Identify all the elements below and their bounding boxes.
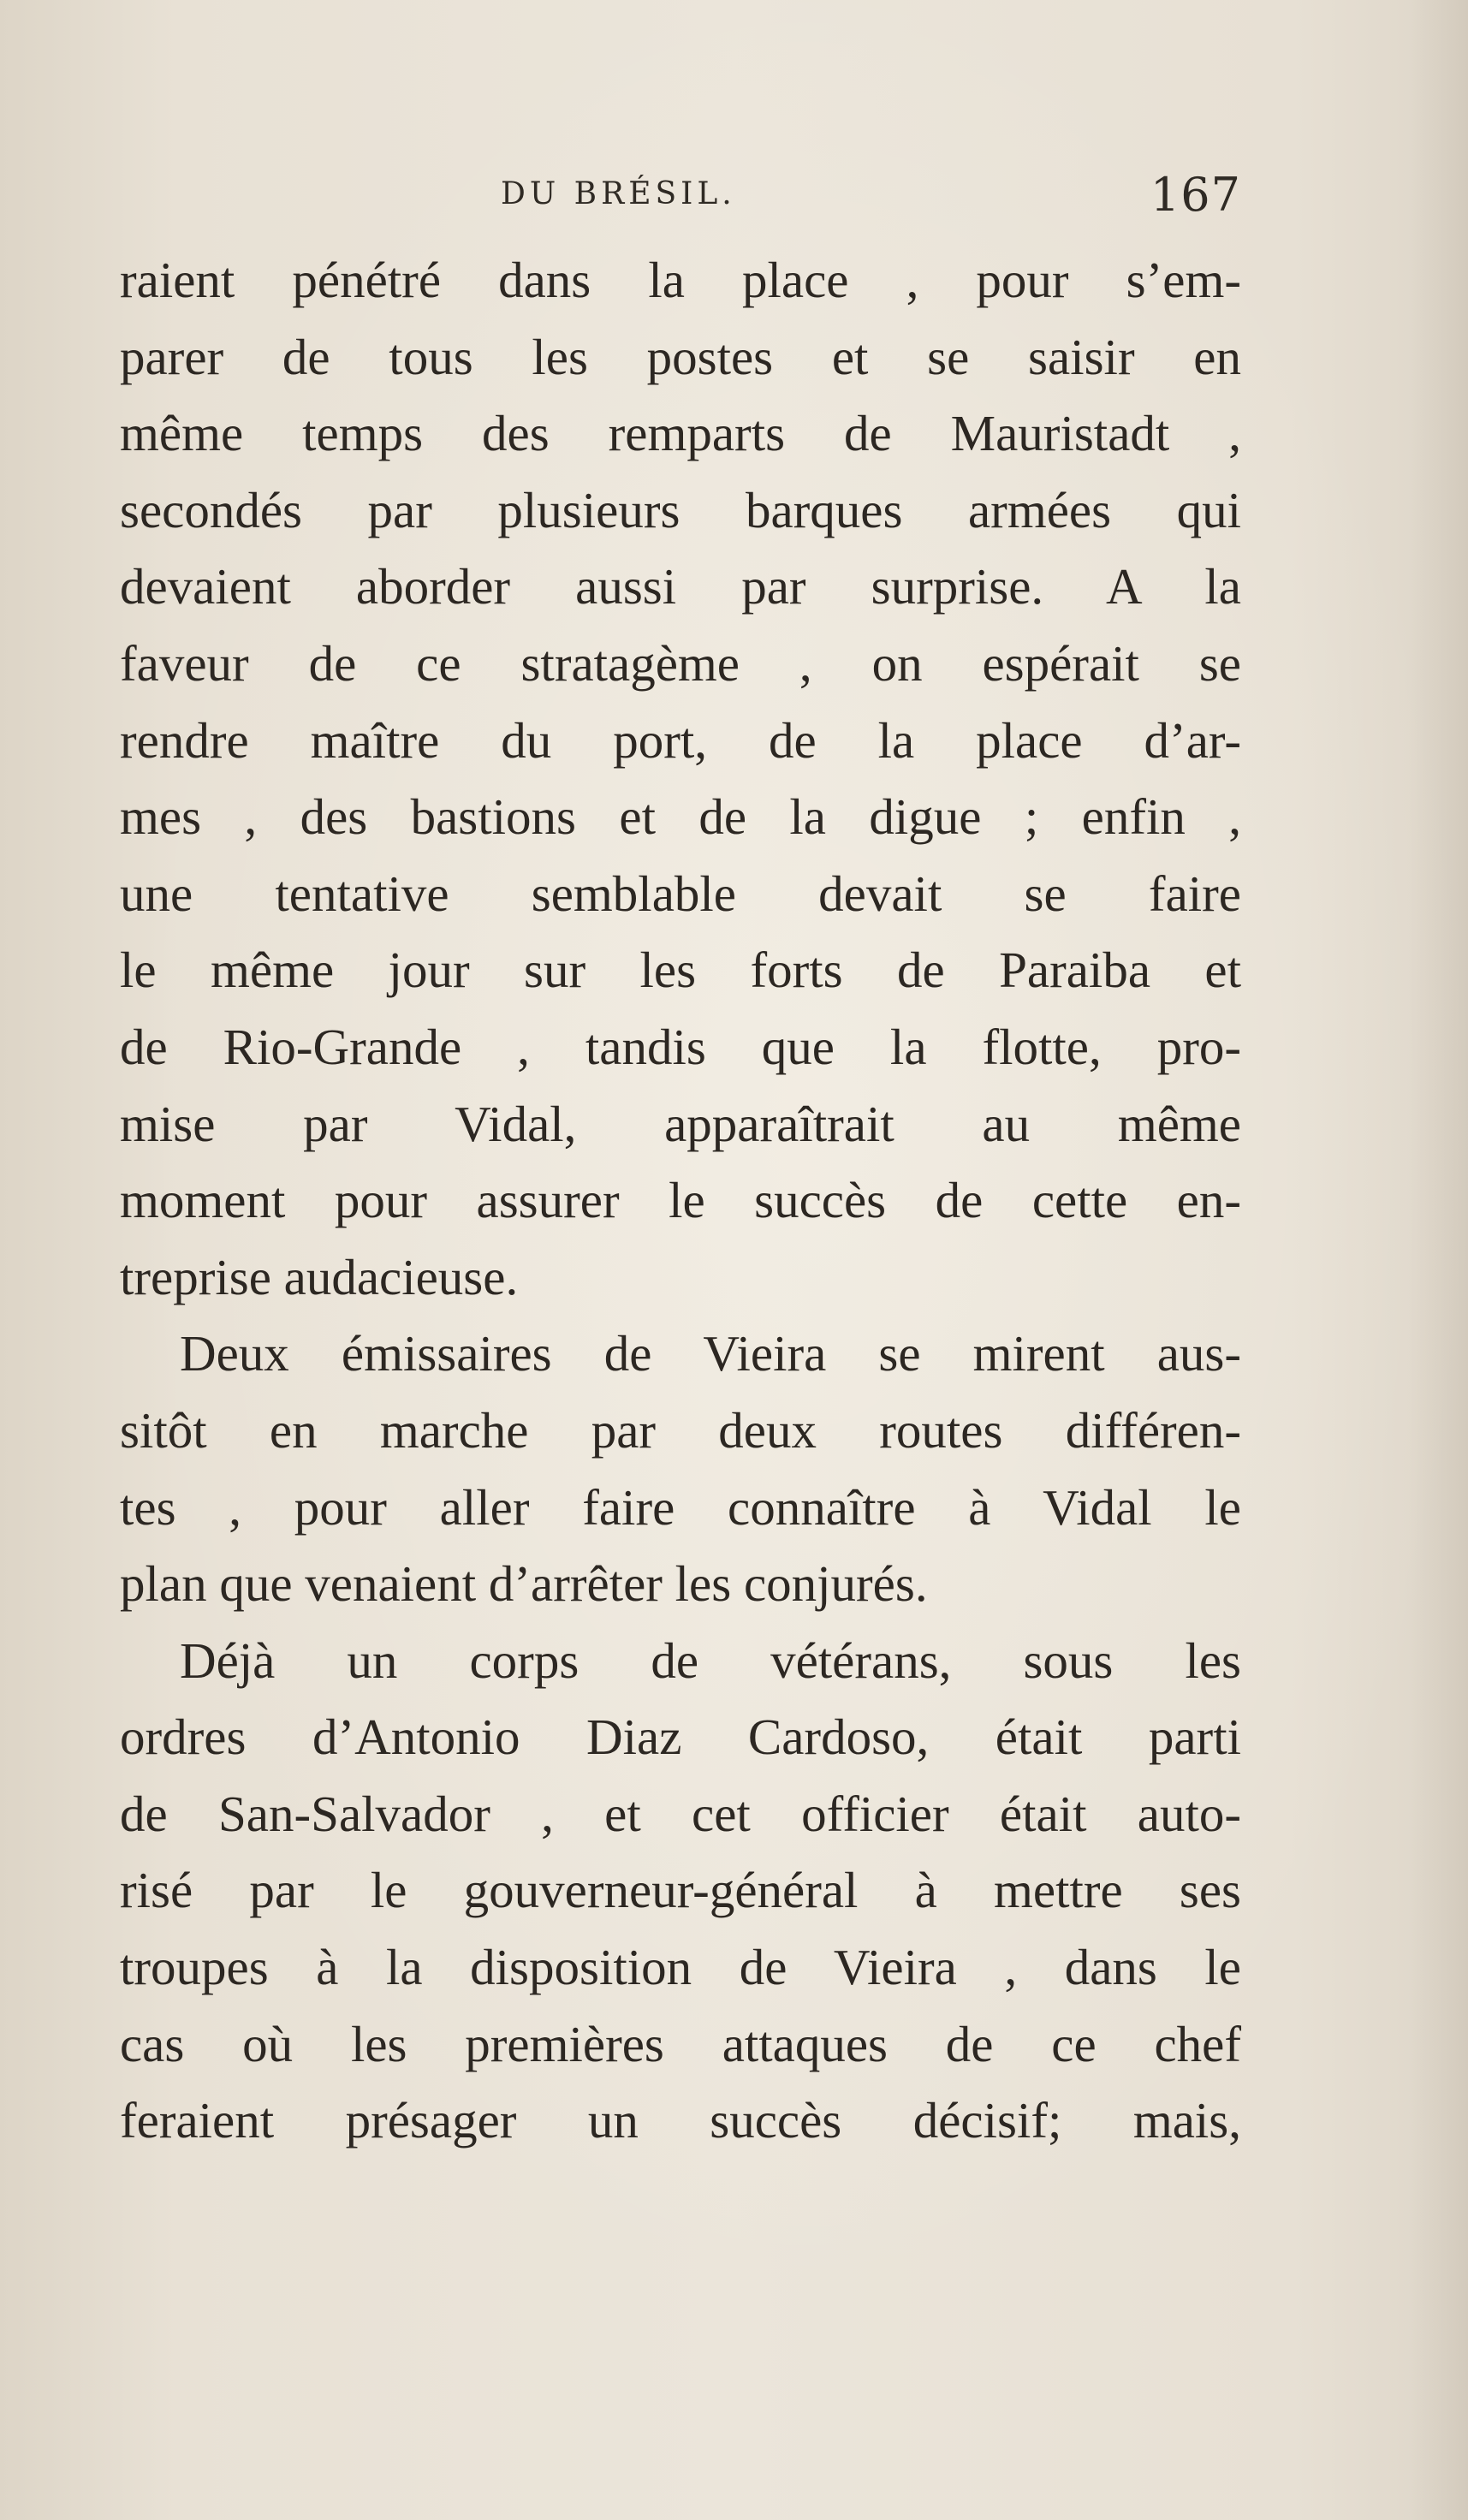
text-line: faveur de ce stratagème , on espérait se: [120, 634, 1241, 692]
text-line: une tentative semblable devait se faire: [120, 865, 1241, 922]
text-line: même temps des remparts de Mauristadt ,: [120, 405, 1241, 462]
text-line: de San-Salvador , et cet officier était auto-: [120, 1785, 1241, 1842]
text-line: rendre maître du port, de la place d’ar-: [120, 711, 1241, 769]
text-line: treprise audacieuse.: [120, 1248, 519, 1305]
text-line: de Rio-Grande , tandis que la flotte, pro-: [120, 1018, 1241, 1075]
text-line: mes , des bastions et de la digue ; enfin ,: [120, 788, 1241, 846]
text-line: feraient présager un succès décisif; mais,: [120, 2092, 1241, 2149]
text-line: tes , pour aller faire connaître à Vidal le: [120, 1478, 1241, 1536]
running-title: DU BRÉSIL.: [501, 176, 736, 211]
body-text: [120, 242, 1241, 2160]
text-line: risé par le gouverneur-général à mettre ses: [120, 1862, 1241, 1919]
text-line: le même jour sur les forts de Paraiba et: [120, 942, 1241, 999]
page-number: 167: [1150, 168, 1241, 222]
page-header: [120, 168, 1241, 228]
text-line: Déjà un corps de vétérans, sous les: [180, 1631, 1241, 1689]
text-line: plan que venaient d’arrêter les conjurés.: [120, 1555, 928, 1613]
text-line: sitôt en marche par deux routes différen-: [120, 1401, 1241, 1459]
text-line: mise par Vidal, apparaîtrait au même: [120, 1095, 1241, 1152]
paragraph: [120, 1623, 1241, 2160]
text-line: raient pénétré dans la place , pour s’em-: [120, 252, 1241, 308]
text-line: Deux émissaires de Vieira se mirent aus-: [180, 1325, 1241, 1382]
text-line: devaient aborder aussi par surprise. A la: [120, 558, 1241, 615]
text-line: secondés par plusieurs barques armées qui: [120, 481, 1241, 538]
paragraph: [120, 1316, 1241, 1622]
paragraph: [120, 242, 1241, 1316]
text-line: parer de tous les postes et se saisir en: [120, 328, 1241, 385]
text-line: moment pour assurer le succès de cette en-: [120, 1172, 1241, 1229]
text-line: cas où les premières attaques de ce chef: [120, 2015, 1241, 2072]
text-line: troupes à la disposition de Vieira , dans le: [120, 1939, 1241, 1996]
text-line: ordres d’Antonio Diaz Cardoso, était parti: [120, 1709, 1241, 1766]
